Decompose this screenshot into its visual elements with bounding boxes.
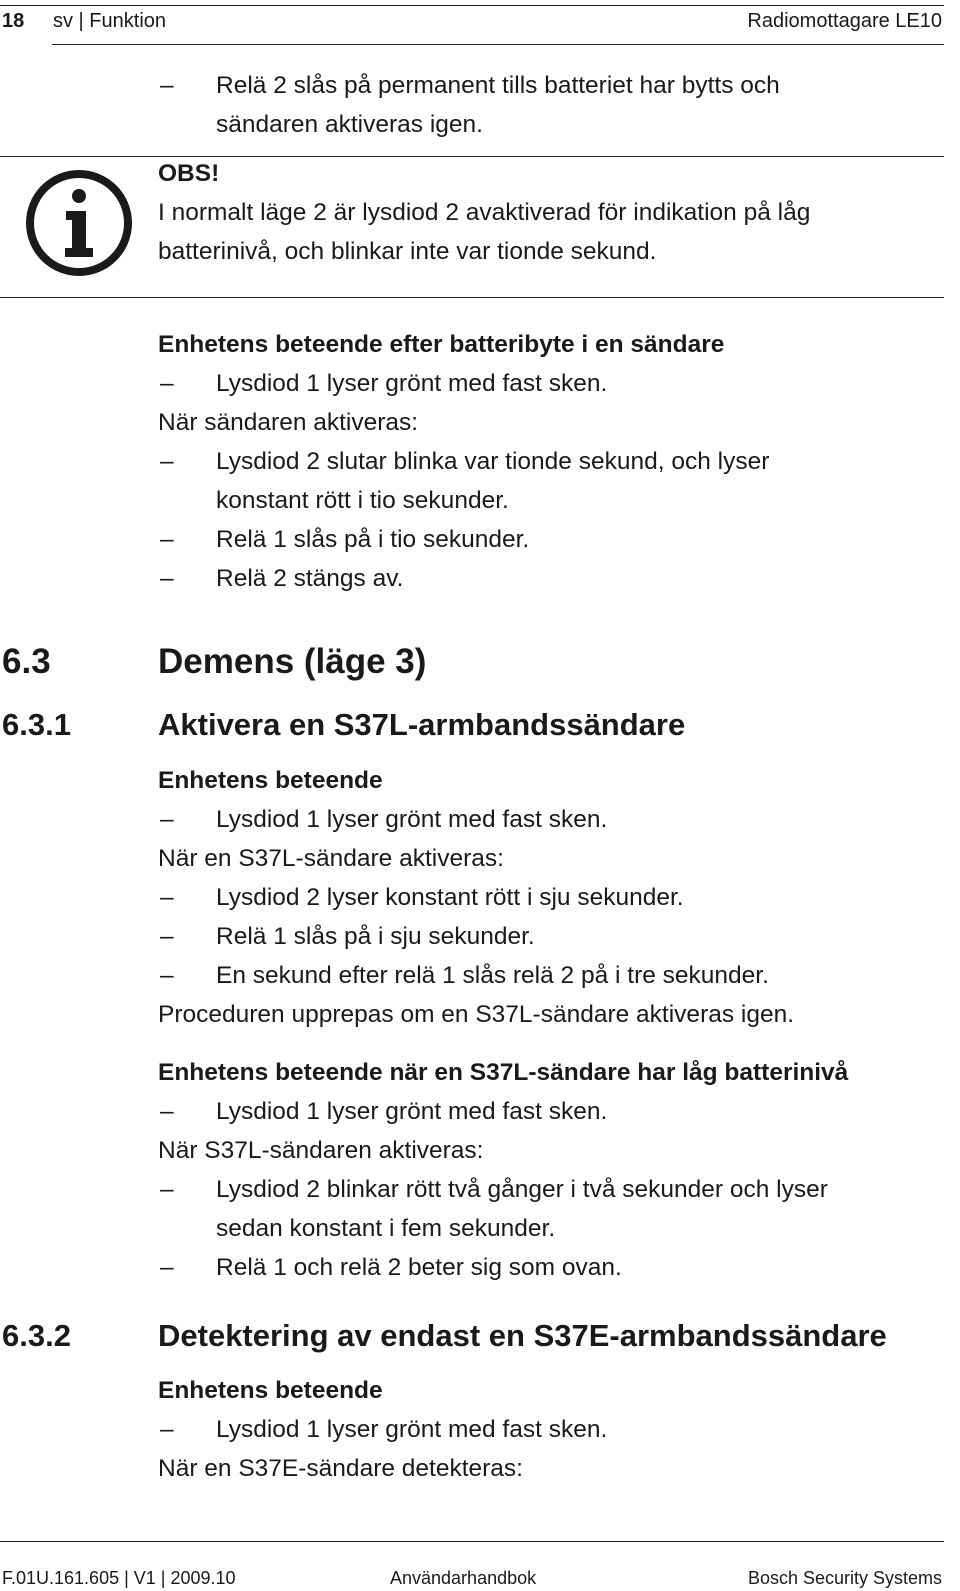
dash-marker: – xyxy=(160,1176,174,1203)
intro-line-2: sändaren aktiveras igen. xyxy=(216,111,483,138)
dash-marker: – xyxy=(160,370,174,397)
page-number: 18 xyxy=(2,10,25,32)
footer-rule xyxy=(0,1541,944,1542)
battery-change-item-2-line-2: konstant rött i tio sekunder. xyxy=(216,487,509,514)
section-6-3-number: 6.3 xyxy=(2,642,51,681)
s631-item-3: Relä 1 slås på i sju sekunder. xyxy=(216,923,535,950)
s632-item-1: Lysdiod 1 lyser grönt med fast sken. xyxy=(216,1416,608,1443)
lb-item-2-line-2: sedan konstant i fem sekunder. xyxy=(216,1215,556,1242)
info-icon xyxy=(24,168,134,278)
dash-marker: – xyxy=(160,1098,174,1125)
note-title: OBS! xyxy=(158,160,220,187)
section-6-3-2-number: 6.3.2 xyxy=(2,1318,71,1353)
s631-repeat: Proceduren upprepas om en S37L-sändare aktiveras igen. xyxy=(158,1001,795,1028)
note-top-rule xyxy=(0,156,944,157)
s631-item-4: En sekund efter relä 1 slås relä 2 på i tre sekunder. xyxy=(216,962,769,989)
header-section: sv | Funktion xyxy=(53,10,167,32)
section-6-3-2-title: Detektering av endast en S37E-armbandssändare xyxy=(158,1318,887,1353)
battery-change-item-1: Lysdiod 1 lyser grönt med fast sken. xyxy=(216,370,608,397)
s632-when: När en S37E-sändare detekteras: xyxy=(158,1455,523,1482)
dash-marker: – xyxy=(160,806,174,833)
header-bottom-rule xyxy=(52,44,944,45)
intro-line-1: Relä 2 slås på permanent tills batteriet har bytts och xyxy=(216,72,780,99)
footer-doc-id: F.01U.161.605 | V1 | 2009.10 xyxy=(2,1568,236,1588)
behaviour-heading: Enhetens beteende xyxy=(158,1377,383,1404)
note-line-2: batterinivå, och blinkar inte var tionde sekund. xyxy=(158,238,657,265)
dash-marker: – xyxy=(160,884,174,911)
low-battery-heading: Enhetens beteende när en S37L-sändare har låg batterinivå xyxy=(158,1059,849,1086)
section-6-3-title: Demens (läge 3) xyxy=(158,642,427,681)
s631-item-2: Lysdiod 2 lyser konstant rött i sju sekunder. xyxy=(216,884,684,911)
note-line-1: I normalt läge 2 är lysdiod 2 avaktiverad för indikation på låg xyxy=(158,199,811,226)
footer-company: Bosch Security Systems xyxy=(747,1568,942,1588)
note-bottom-rule xyxy=(0,297,944,298)
dash-marker: – xyxy=(160,448,174,475)
header-top-rule xyxy=(0,5,944,6)
dash-marker: – xyxy=(160,1416,174,1443)
dash-marker: – xyxy=(160,1254,174,1281)
section-6-3-1-title: Aktivera en S37L-armbandssändare xyxy=(158,707,686,742)
dash-marker: – xyxy=(160,526,174,553)
lb-item-1: Lysdiod 1 lyser grönt med fast sken. xyxy=(216,1098,608,1125)
dash-marker: – xyxy=(160,565,174,592)
behaviour-heading: Enhetens beteende xyxy=(158,767,383,794)
battery-change-item-2-line-1: Lysdiod 2 slutar blinka var tionde sekund, och lyser xyxy=(216,448,770,475)
s631-item-1: Lysdiod 1 lyser grönt med fast sken. xyxy=(216,806,608,833)
battery-change-when: När sändaren aktiveras: xyxy=(158,409,419,436)
lb-item-3: Relä 1 och relä 2 beter sig som ovan. xyxy=(216,1254,622,1281)
lb-item-2-line-1: Lysdiod 2 blinkar rött två gånger i två sekunder och lyser xyxy=(216,1176,828,1203)
battery-change-item-3: Relä 1 slås på i tio sekunder. xyxy=(216,526,530,553)
dash-marker: – xyxy=(160,923,174,950)
s631-when: När en S37L-sändare aktiveras: xyxy=(158,845,504,872)
battery-change-heading: Enhetens beteende efter batteribyte i en sändare xyxy=(158,331,725,358)
footer-doc-type: Användarhandbok xyxy=(390,1568,537,1588)
header-doc-title: Radiomottagare LE10 xyxy=(747,10,942,32)
dash-marker: – xyxy=(160,72,174,99)
dash-marker: – xyxy=(160,962,174,989)
battery-change-item-4: Relä 2 stängs av. xyxy=(216,565,404,592)
section-6-3-1-number: 6.3.1 xyxy=(2,707,71,742)
lb-when: När S37L-sändaren aktiveras: xyxy=(158,1137,484,1164)
